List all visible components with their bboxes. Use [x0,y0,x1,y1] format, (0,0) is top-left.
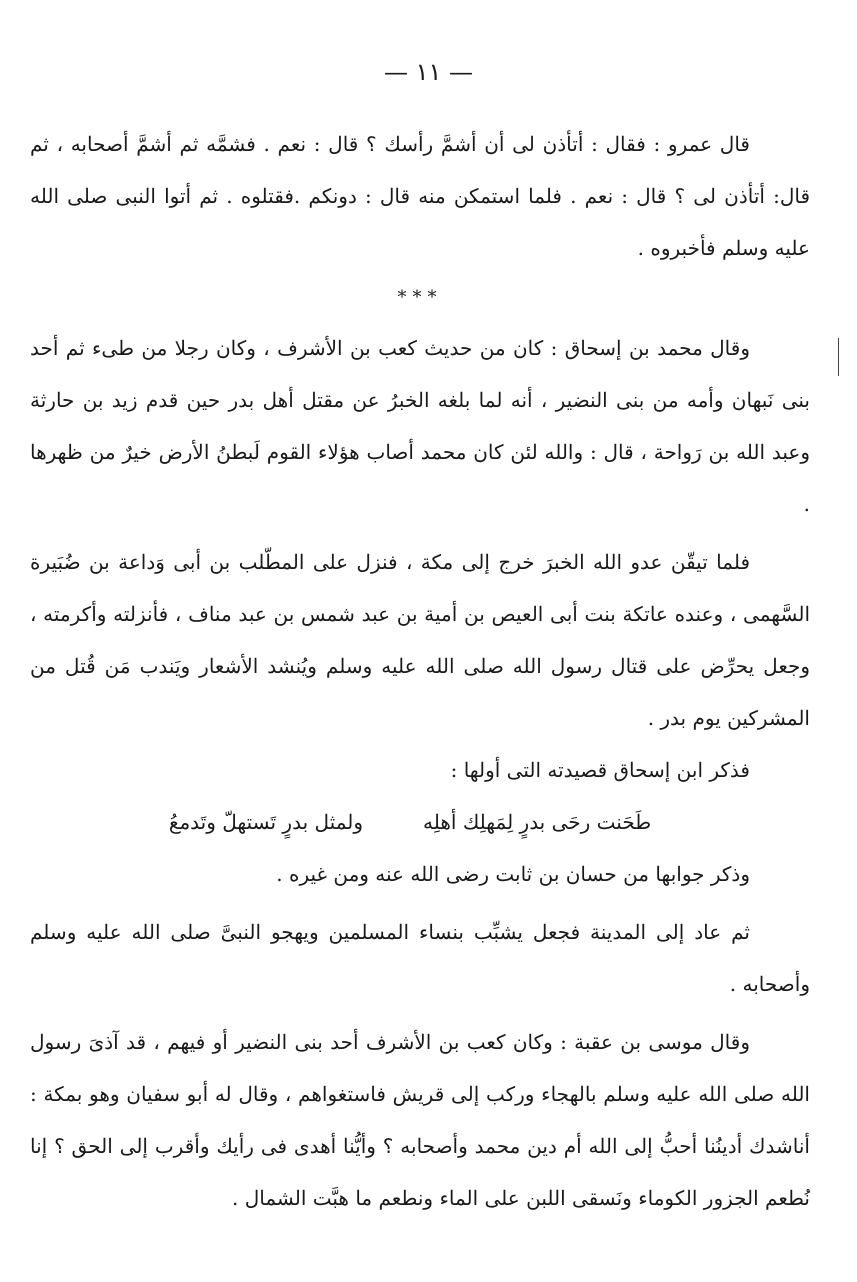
section-separator: *** [397,287,443,308]
page-number: — ١١ — [383,58,474,86]
paragraph-poem-intro: فذكر ابن إسحاق قصيدته التى أولها : [450,758,750,782]
paragraph-return-medina: ثم عاد إلى المدينة فجعل يشبِّب بنساء المسلمين ويهجو النبىَّ صلى الله عليه وسلم وأصحابه . [30,920,810,996]
paragraph-hassan-reply: وذكر جوابها من حسان بن ثابت رضى الله عنه ومن غيره . [276,862,750,886]
verse-first-hemistich: طَحَنت رحَى بدرٍ لِمَهلِك أهلِه [423,810,652,834]
paragraph-amr-narration: قال عمرو : فقال : أتأذن لى أن أشمَّ رأسك ؟ قال : نعم . فشمَّه ثم أشمَّ أصحابه ، ثم قال: أتأذن لى ؟ قال : نعم . فلما استمكن منه قال : دونكم .فقتلوه . ثم أتوا النبى صلى الله عليه وسلم فأخبروه . [30,132,810,260]
paragraph-ibn-ishaq: وقال محمد بن إسحاق : كان من حديث كعب بن الأشرف ، وكان رجلا من طىء ثم أحد بنى نَبهان وأمه من بنى النضير ، أنه لما بلغه الخبرُ عن مقتل أهل بدر حين قدم زيد بن حارثة وعبد الله بن رَواحة ، قال : والله لئن كان محمد أصاب هؤلاء القوم لَبطنُ الأرض خيرٌ من ظهرها . [30,336,810,516]
margin-mark [838,338,839,376]
body-text [30,118,810,1224]
paragraph-musa-ibn-uqba: وقال موسى بن عقبة : وكان كعب بن الأشرف أحد بنى النضير أو فيهم ، قد آذىَ رسول الله صلى الله عليه وسلم بالهجاء وركب إلى قريش فاستغواهم ، وقال له أبو سفيان وهو بمكة : أناشدك أدينُنا أحبُّ إلى الله أم دين محمد وأصحابه ؟ وأيُّنا أهدى فى رأيك وأقرب إلى الحق ؟ إنا نُطعم الجزور الكوماء ونَسقى اللبن على الماء ونطعم ما هبَّت الشمال . [30,1030,810,1210]
paragraph-mecca-journey: فلما تيقّن عدو الله الخبرَ خرج إلى مكة ، فنزل على المطّلب بن أبى وَداعة بن ضُبَيرة السَّهمى ، وعنده عاتكة بنت أبى العيص بن أمية بن عبد شمس بن عبد مناف ، فأنزلته وأكرمته ، وجعل يحرِّض على قتال رسول الله صلى الله عليه وسلم ويُنشد الأشعار ويَندب مَن قُتل من المشركين يوم بدر . [30,550,810,730]
verse-second-hemistich: ولمثل بدرٍ تَستهلّ وتَدمعُ [168,810,364,834]
poem-verse [30,796,810,848]
